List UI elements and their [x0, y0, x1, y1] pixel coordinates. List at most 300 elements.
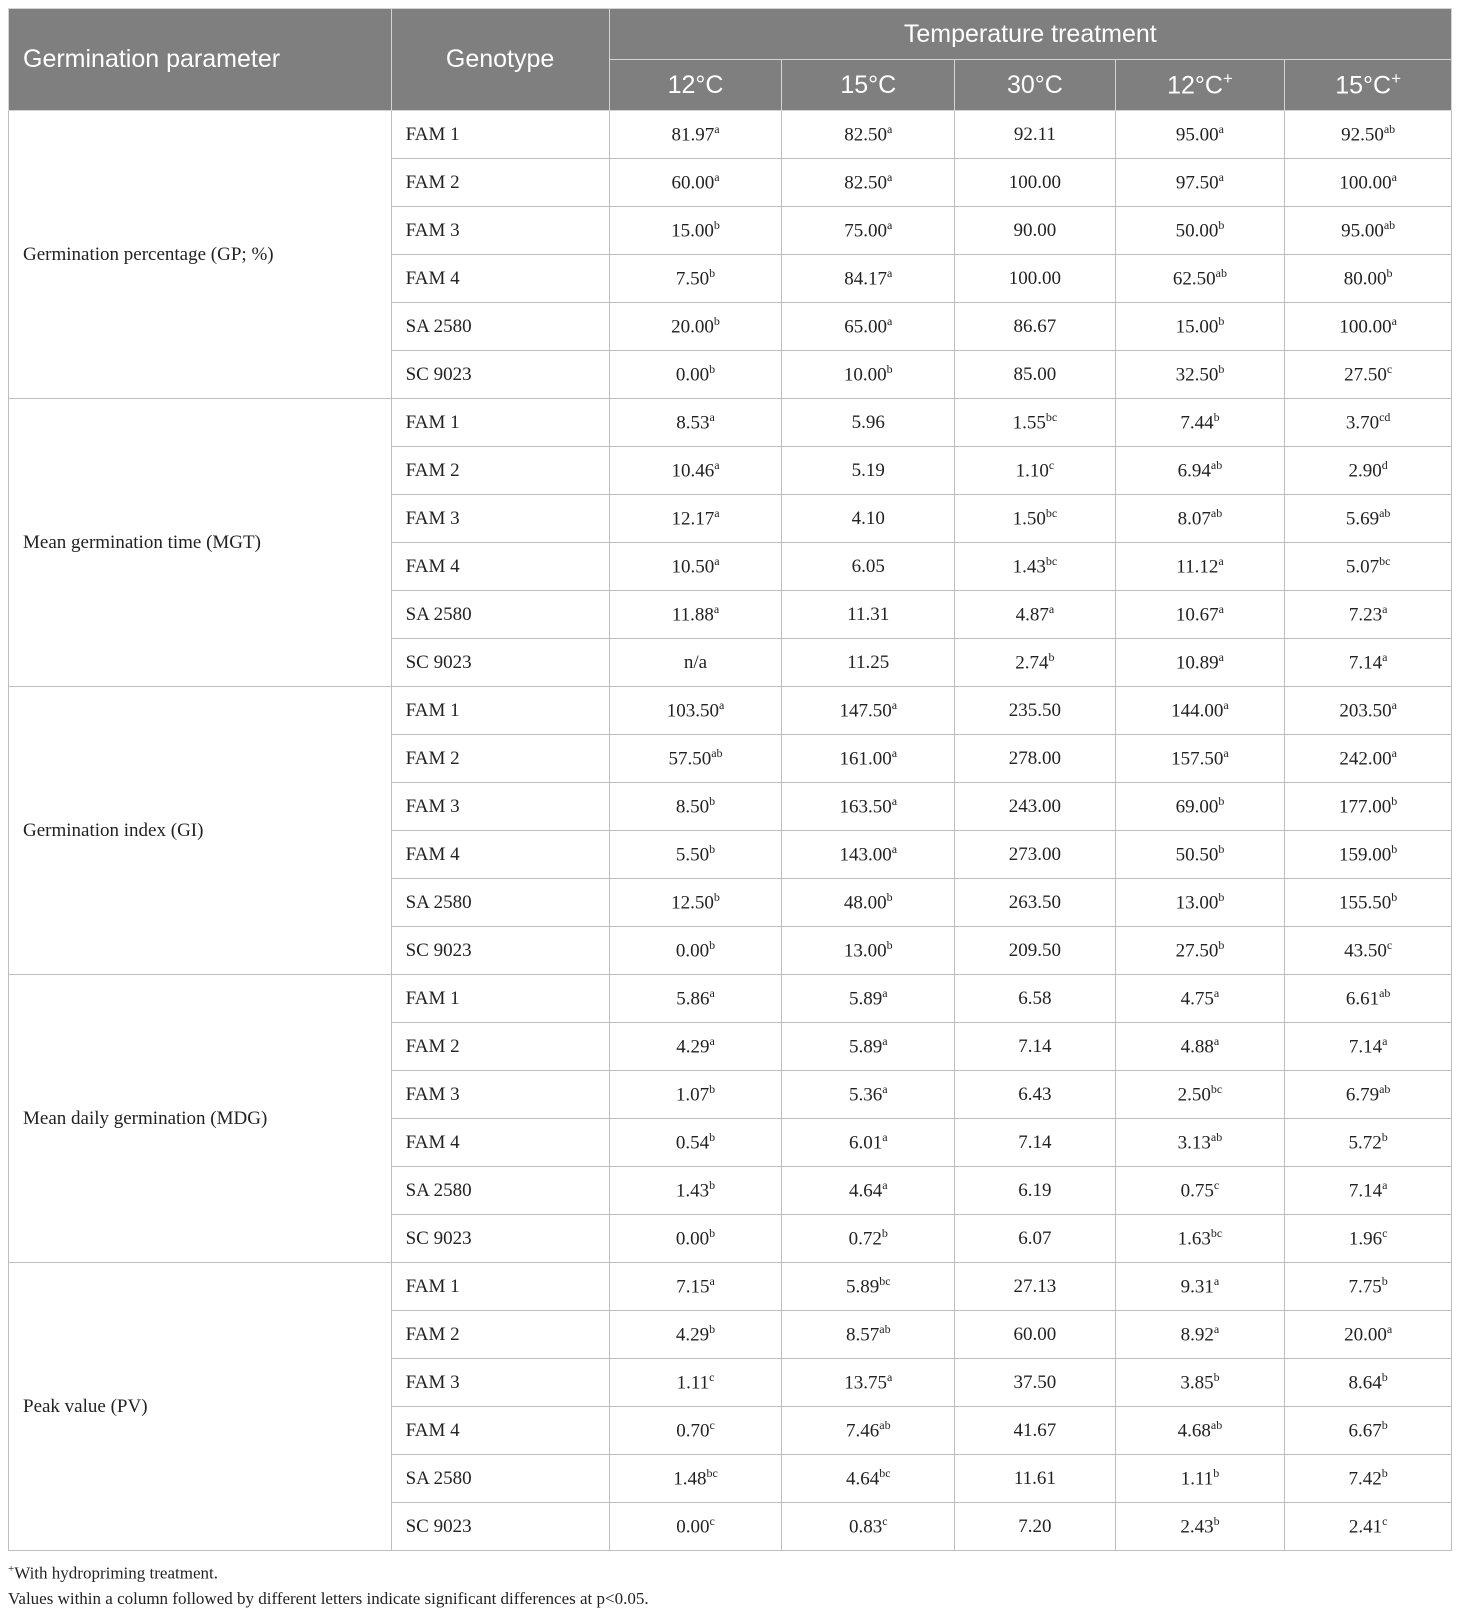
value-cell — [609, 831, 782, 879]
significance-letter: a — [714, 506, 720, 521]
significance-letter: a — [1382, 602, 1388, 617]
significance-letter: b — [709, 1082, 716, 1097]
significance-letter: a — [709, 1274, 715, 1289]
value-text: 8.64 — [1348, 1372, 1382, 1394]
significance-letter: a — [709, 986, 715, 1001]
significance-letter: b — [1218, 314, 1225, 329]
value-cell — [955, 207, 1115, 255]
value-cell — [1115, 1311, 1285, 1359]
value-text: 2.74 — [1015, 652, 1049, 674]
value-text: 6.07 — [1018, 1227, 1052, 1249]
genotype-cell: FAM 2 — [391, 447, 609, 495]
significance-letter: ab — [1379, 1082, 1391, 1097]
value-text: 80.00 — [1343, 268, 1387, 290]
significance-letter: b — [709, 938, 716, 953]
value-cell — [1115, 1407, 1285, 1455]
value-text: 0.00 — [675, 364, 710, 386]
value-cell — [1285, 111, 1452, 159]
value-cell — [609, 159, 782, 207]
significance-letter: a — [1218, 602, 1224, 617]
value-cell — [609, 975, 782, 1023]
value-text: 13.00 — [1175, 892, 1219, 914]
footnote-significance — [8, 1586, 1452, 1611]
significance-letter: a — [1391, 314, 1397, 329]
significance-letter: bc — [1045, 554, 1058, 569]
value-text: 3.85 — [1180, 1372, 1214, 1394]
value-text: 12.17 — [671, 508, 715, 530]
significance-letter: a — [882, 1178, 888, 1193]
significance-letter: a — [891, 794, 898, 809]
significance-letter: a — [887, 122, 893, 137]
significance-letter: c — [709, 1418, 715, 1433]
value-cell — [609, 1311, 782, 1359]
significance-letter: ab — [1210, 1130, 1223, 1145]
significance-letter: a — [1213, 986, 1220, 1001]
value-cell — [782, 447, 955, 495]
value-text: 7.46 — [846, 1420, 880, 1442]
value-cell — [955, 1119, 1115, 1167]
value-text: 5.96 — [851, 411, 885, 433]
value-cell — [1285, 831, 1452, 879]
significance-letter: b — [709, 1226, 716, 1241]
value-cell — [609, 1167, 782, 1215]
value-cell — [782, 1023, 955, 1071]
value-cell — [609, 111, 782, 159]
value-text: 20.00 — [1344, 1324, 1387, 1346]
value-cell — [782, 927, 955, 975]
value-text: 1.11 — [676, 1372, 710, 1394]
value-text: 1.43 — [675, 1180, 710, 1202]
value-text: 100.00 — [1339, 172, 1392, 194]
value-text: 5.36 — [849, 1084, 883, 1106]
significance-letter: bc — [1379, 554, 1391, 569]
value-cell — [1285, 879, 1452, 927]
significance-letter: b — [1213, 410, 1220, 425]
value-text: 2.90 — [1348, 460, 1382, 482]
genotype-cell: FAM 4 — [391, 543, 609, 591]
value-cell — [609, 1407, 782, 1455]
value-text: 81.97 — [671, 124, 715, 146]
value-text: 10.67 — [1175, 604, 1219, 626]
value-text: 13.00 — [843, 940, 887, 962]
significance-letter: b — [1213, 1466, 1220, 1481]
header-genotype: Genotype — [391, 9, 609, 111]
value-text: 209.50 — [1008, 939, 1062, 961]
significance-letter: b — [1218, 938, 1225, 953]
significance-letter: b — [1381, 1130, 1388, 1145]
significance-letter: ab — [1383, 218, 1396, 233]
significance-letter: b — [1391, 794, 1398, 809]
value-cell — [782, 1119, 955, 1167]
value-cell — [1115, 543, 1285, 591]
header-temperature-group: Temperature treatment — [609, 9, 1451, 60]
genotype-cell: FAM 3 — [391, 207, 609, 255]
significance-letter: c — [709, 1370, 715, 1385]
significance-letter: a — [882, 1034, 888, 1049]
value-text: 2.43 — [1180, 1516, 1214, 1538]
value-cell — [955, 783, 1115, 831]
value-text: 13.75 — [844, 1372, 887, 1394]
genotype-cell: FAM 2 — [391, 159, 609, 207]
value-text: 203.50 — [1339, 700, 1392, 722]
table-header — [9, 9, 1452, 111]
value-cell — [1115, 1215, 1285, 1263]
value-cell — [955, 831, 1115, 879]
value-text: 1.10 — [1015, 460, 1049, 482]
value-cell — [955, 1359, 1115, 1407]
value-text: 8.57 — [846, 1324, 880, 1346]
significance-letter: b — [713, 890, 720, 905]
value-cell — [1285, 1167, 1452, 1215]
significance-letter: a — [891, 842, 898, 857]
table-body — [9, 111, 1452, 1551]
significance-letter: c — [1386, 938, 1393, 953]
value-text: 15.00 — [1175, 316, 1219, 338]
significance-letter: a — [1213, 1322, 1220, 1337]
value-text: 155.50 — [1339, 892, 1392, 914]
value-text: 75.00 — [844, 220, 887, 242]
value-text: 4.64 — [849, 1180, 883, 1202]
significance-letter: b — [886, 938, 893, 953]
value-cell — [609, 1071, 782, 1119]
value-cell — [1285, 1119, 1452, 1167]
significance-letter: b — [709, 266, 716, 281]
value-text: 84.17 — [844, 268, 887, 290]
value-text: 6.61 — [1345, 988, 1380, 1010]
value-text: 69.00 — [1175, 796, 1219, 818]
value-text: 4.29 — [675, 1324, 710, 1346]
value-cell — [955, 351, 1115, 399]
value-cell — [1115, 207, 1285, 255]
value-text: 4.87 — [1015, 604, 1049, 626]
value-cell — [609, 447, 782, 495]
significance-letter: a — [1213, 1034, 1220, 1049]
value-text: 5.19 — [851, 459, 885, 481]
value-cell — [1115, 303, 1285, 351]
value-text: 1.55 — [1012, 412, 1046, 434]
value-cell — [1285, 1455, 1452, 1503]
value-cell — [955, 255, 1115, 303]
significance-letter: a — [718, 698, 725, 713]
value-cell — [1115, 1503, 1285, 1551]
value-text: 0.00 — [675, 1228, 710, 1250]
significance-letter: c — [1382, 1514, 1388, 1529]
value-text: 95.00 — [1341, 220, 1384, 242]
value-text: 1.43 — [1012, 556, 1046, 578]
value-text: 263.50 — [1008, 891, 1062, 913]
header-temp-column — [955, 60, 1115, 111]
footnote-text: Values within a column followed by different letters indicate significant differences at p<0.05. — [8, 1588, 649, 1608]
value-cell — [1285, 927, 1452, 975]
significance-letter: b — [713, 314, 720, 329]
value-cell — [1115, 735, 1285, 783]
value-cell — [782, 1311, 955, 1359]
value-cell — [609, 207, 782, 255]
value-text: 278.00 — [1008, 747, 1062, 769]
value-text: 95.00 — [1175, 124, 1219, 146]
value-text: 85.00 — [1013, 363, 1057, 385]
value-cell — [609, 303, 782, 351]
significance-letter: b — [1218, 218, 1225, 233]
significance-letter: bc — [1210, 1082, 1223, 1097]
significance-letter: ab — [1379, 506, 1391, 521]
significance-letter: a — [1048, 602, 1055, 617]
significance-letter: b — [886, 890, 893, 905]
significance-letter: ab — [1210, 506, 1223, 521]
value-text: 0.00 — [676, 1516, 710, 1538]
value-cell — [782, 1071, 955, 1119]
genotype-cell: FAM 4 — [391, 1407, 609, 1455]
value-cell — [782, 879, 955, 927]
value-cell — [955, 543, 1115, 591]
significance-letter: c — [1382, 1226, 1388, 1241]
significance-letter: a — [1223, 698, 1229, 713]
value-text: 7.14 — [1018, 1035, 1052, 1057]
significance-letter: a — [882, 1082, 888, 1097]
value-text: 7.50 — [675, 268, 710, 290]
value-cell — [1285, 639, 1452, 687]
value-cell — [1285, 1359, 1452, 1407]
value-cell — [609, 927, 782, 975]
value-cell — [1285, 735, 1452, 783]
value-cell — [609, 1263, 782, 1311]
significance-letter: a — [709, 1034, 715, 1049]
value-text: 4.64 — [846, 1468, 880, 1490]
value-cell — [782, 783, 955, 831]
significance-letter: b — [1391, 842, 1398, 857]
significance-letter: ab — [879, 1418, 891, 1433]
value-cell — [1285, 591, 1452, 639]
significance-letter: b — [709, 794, 716, 809]
value-cell — [782, 639, 955, 687]
table-row — [9, 687, 1452, 735]
value-cell — [1285, 1407, 1452, 1455]
value-cell — [1115, 255, 1285, 303]
value-cell — [955, 735, 1115, 783]
value-cell — [782, 1263, 955, 1311]
genotype-cell: FAM 2 — [391, 1311, 609, 1359]
value-text: 4.68 — [1177, 1420, 1211, 1442]
value-cell — [1115, 159, 1285, 207]
value-cell — [955, 591, 1115, 639]
significance-letter: ab — [879, 1322, 891, 1337]
header-temp-label: 30°C — [1006, 70, 1063, 99]
parameter-name: Mean germination time (MGT) — [9, 399, 392, 687]
value-text: 1.11 — [1180, 1468, 1214, 1490]
value-cell — [955, 1215, 1115, 1263]
value-text: 60.00 — [671, 172, 715, 194]
header-temp-column — [1285, 60, 1452, 111]
significance-letter: cd — [1379, 410, 1391, 425]
value-cell — [1115, 1119, 1285, 1167]
footnote-text: With hydropriming treatment. — [14, 1563, 218, 1583]
value-cell — [1115, 975, 1285, 1023]
table-row — [9, 111, 1452, 159]
value-cell — [1115, 399, 1285, 447]
significance-letter: b — [1381, 1274, 1388, 1289]
significance-letter: a — [709, 410, 715, 425]
value-cell — [609, 591, 782, 639]
value-text: 82.50 — [844, 124, 887, 146]
value-text: 0.83 — [849, 1516, 883, 1538]
significance-letter: a — [1213, 1274, 1220, 1289]
significance-letter: b — [1391, 890, 1398, 905]
genotype-cell: FAM 4 — [391, 831, 609, 879]
genotype-cell: FAM 1 — [391, 111, 609, 159]
significance-letter: bc — [706, 1466, 718, 1481]
value-cell — [1115, 1167, 1285, 1215]
value-cell — [782, 1407, 955, 1455]
value-text: 27.50 — [1175, 940, 1219, 962]
genotype-cell: SA 2580 — [391, 1167, 609, 1215]
value-text: 6.43 — [1018, 1083, 1052, 1105]
significance-letter: bc — [879, 1466, 891, 1481]
header-temp-label: 15°C — [840, 70, 897, 99]
value-text: 10.00 — [843, 364, 887, 386]
value-text: 7.14 — [1018, 1131, 1052, 1153]
significance-letter: c — [1386, 362, 1393, 377]
value-text: 1.48 — [673, 1468, 707, 1490]
value-cell — [1115, 1455, 1285, 1503]
value-text: 11.12 — [1176, 556, 1219, 578]
significance-letter: b — [1048, 650, 1055, 665]
significance-letter: a — [887, 314, 893, 329]
value-text: 0.70 — [676, 1420, 710, 1442]
value-cell — [782, 543, 955, 591]
value-cell — [1115, 927, 1285, 975]
genotype-cell: FAM 3 — [391, 1359, 609, 1407]
value-text: 90.00 — [1013, 219, 1057, 241]
value-text: 5.89 — [846, 1276, 880, 1298]
value-cell — [782, 1167, 955, 1215]
value-text: 1.63 — [1177, 1228, 1211, 1250]
value-cell — [1285, 447, 1452, 495]
value-text: 100.00 — [1008, 267, 1062, 289]
value-cell — [1115, 111, 1285, 159]
significance-letter: a — [887, 218, 893, 233]
value-text: 147.50 — [839, 700, 892, 722]
significance-letter: ab — [1383, 122, 1396, 137]
genotype-cell: FAM 1 — [391, 975, 609, 1023]
header-temp-column — [1115, 60, 1285, 111]
genotype-cell: FAM 4 — [391, 255, 609, 303]
value-text: 1.50 — [1012, 508, 1046, 530]
value-text: 243.00 — [1008, 795, 1062, 817]
significance-letter: b — [881, 1226, 888, 1241]
significance-letter: b — [709, 1322, 716, 1337]
header-temp-label: 15°C — [1335, 71, 1392, 100]
significance-letter: ab — [1215, 266, 1227, 281]
value-cell — [609, 1215, 782, 1263]
genotype-cell: SC 9023 — [391, 927, 609, 975]
value-cell — [1285, 543, 1452, 591]
value-cell — [1115, 495, 1285, 543]
significance-letter: a — [1382, 1034, 1388, 1049]
significance-letter: bc — [879, 1274, 891, 1289]
value-text: 242.00 — [1339, 748, 1392, 770]
value-text: 100.00 — [1008, 171, 1062, 193]
value-text: 0.00 — [675, 940, 710, 962]
genotype-cell: FAM 1 — [391, 687, 609, 735]
footnote-marker: + — [8, 1563, 15, 1575]
value-text: 10.46 — [671, 460, 715, 482]
value-text: 92.11 — [1013, 123, 1056, 145]
significance-letter: a — [882, 1130, 888, 1145]
value-text: 97.50 — [1175, 172, 1219, 194]
significance-letter: b — [709, 1130, 716, 1145]
genotype-cell: FAM 4 — [391, 1119, 609, 1167]
value-cell — [955, 687, 1115, 735]
header-temp-column — [782, 60, 955, 111]
significance-letter: ab — [1210, 1418, 1223, 1433]
value-cell — [609, 1503, 782, 1551]
value-text: 86.67 — [1013, 315, 1057, 337]
value-cell — [955, 159, 1115, 207]
parameter-name: Peak value (PV) — [9, 1263, 392, 1551]
value-text: 50.50 — [1175, 844, 1219, 866]
value-cell — [1285, 399, 1452, 447]
significance-letter: b — [1213, 1370, 1220, 1385]
value-text: 177.00 — [1339, 796, 1392, 818]
value-cell — [609, 543, 782, 591]
value-text: 60.00 — [1013, 1323, 1057, 1345]
value-text: 1.07 — [675, 1084, 710, 1106]
value-text: 2.41 — [1348, 1516, 1383, 1538]
genotype-cell: SA 2580 — [391, 1455, 609, 1503]
value-text: 48.00 — [843, 892, 887, 914]
significance-letter: a — [887, 170, 893, 185]
value-text: 7.42 — [1348, 1468, 1382, 1490]
value-text: 7.23 — [1348, 604, 1383, 626]
value-text: 50.00 — [1175, 220, 1219, 242]
value-cell — [782, 111, 955, 159]
significance-letter: a — [1382, 1178, 1388, 1193]
header-temp-sup: + — [1391, 69, 1402, 89]
value-cell — [609, 1359, 782, 1407]
value-cell — [955, 1311, 1115, 1359]
value-cell — [955, 303, 1115, 351]
value-cell — [1285, 1503, 1452, 1551]
value-cell — [955, 447, 1115, 495]
value-cell — [955, 1071, 1115, 1119]
value-text: 92.50 — [1341, 124, 1384, 146]
value-cell — [1285, 1023, 1452, 1071]
value-text: 5.89 — [849, 1036, 883, 1058]
significance-letter: b — [1218, 794, 1225, 809]
significance-letter: d — [1381, 458, 1388, 473]
value-cell — [955, 1023, 1115, 1071]
value-cell — [782, 303, 955, 351]
value-text: 8.50 — [675, 796, 710, 818]
value-text: 5.50 — [675, 844, 710, 866]
significance-letter: bc — [1045, 410, 1058, 425]
value-cell — [955, 927, 1115, 975]
value-text: 273.00 — [1008, 843, 1062, 865]
germination-table — [8, 8, 1452, 1551]
value-text: 3.70 — [1345, 412, 1380, 434]
significance-letter: b — [709, 1178, 716, 1193]
value-cell — [782, 495, 955, 543]
value-text: 6.79 — [1345, 1084, 1380, 1106]
significance-letter: a — [1382, 650, 1388, 665]
significance-letter: b — [1381, 1370, 1388, 1385]
value-text: 11.88 — [671, 604, 714, 626]
significance-letter: a — [1391, 698, 1397, 713]
value-text: 10.50 — [671, 556, 715, 578]
genotype-cell: SA 2580 — [391, 879, 609, 927]
value-text: 0.54 — [675, 1132, 710, 1154]
genotype-cell: FAM 2 — [391, 1023, 609, 1071]
